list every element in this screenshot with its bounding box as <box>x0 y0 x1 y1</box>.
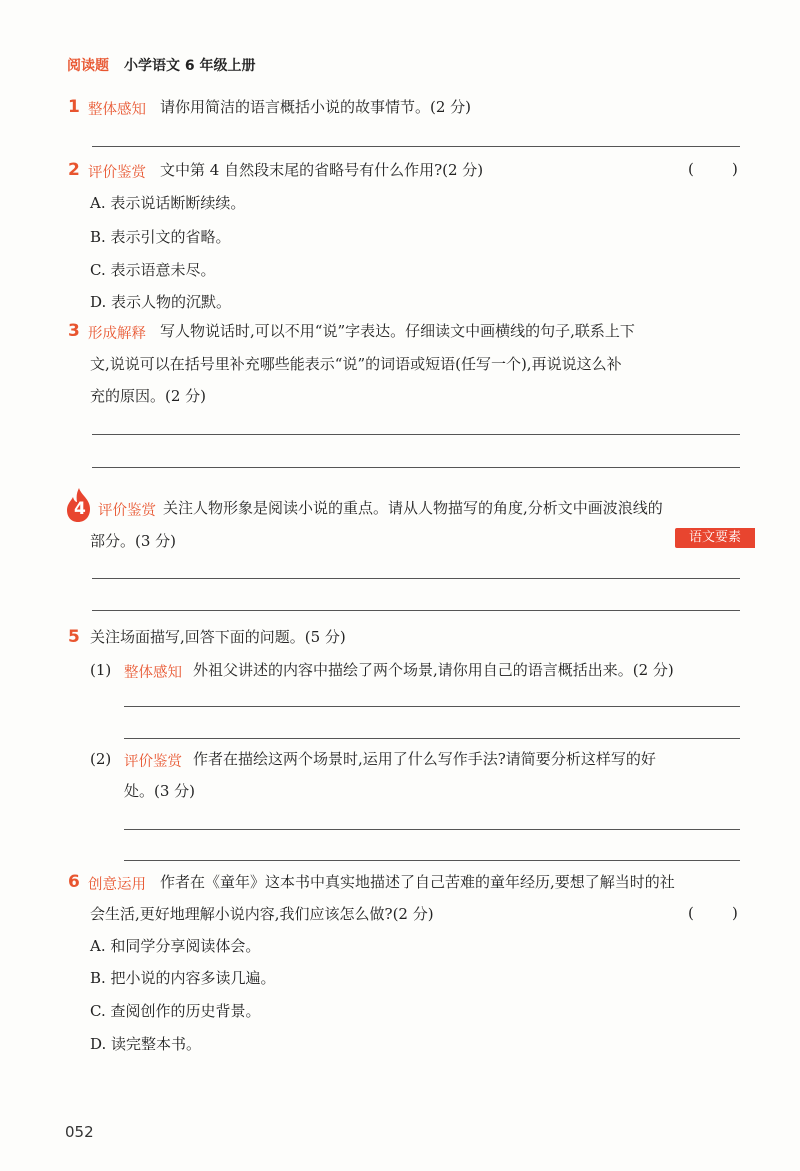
subquestion-1-text: 外祖父讲述的内容中描绘了两个场景,请你用自己的语言概括出来。(2 分) <box>193 661 674 679</box>
question-1-text: 请你用简洁的语言概括小说的故事情节。(2 分) <box>160 98 472 116</box>
answer-line[interactable] <box>124 829 740 830</box>
answer-line[interactable] <box>92 434 740 435</box>
question-4-number: 4 <box>74 499 86 519</box>
subquestion-2-text-line1: 作者在描绘这两个场景时,运用了什么写作手法?请简要分析这样写的好 <box>193 750 656 768</box>
option-d[interactable]: D. 读完整本书。 <box>90 1035 202 1053</box>
question-1-tag: 整体感知 <box>88 102 146 118</box>
option-d[interactable]: D. 表示人物的沉默。 <box>90 293 232 311</box>
page-number: 052 <box>65 1123 94 1141</box>
answer-line[interactable] <box>124 738 740 739</box>
subquestion-2-tag: 评价鉴赏 <box>124 754 182 770</box>
subquestion-2-number: (2) <box>90 750 112 768</box>
answer-line[interactable] <box>92 467 740 468</box>
answer-bracket[interactable]: ( ) <box>688 160 738 178</box>
question-6-number: 6 <box>68 872 80 892</box>
question-4-text-line1: 关注人物形象是阅读小说的重点。请从人物描写的角度,分析文中画波浪线的 <box>163 499 663 517</box>
option-a[interactable]: A. 表示说话断断续续。 <box>90 194 246 212</box>
question-6-tag: 创意运用 <box>88 877 146 893</box>
answer-line[interactable] <box>92 146 740 147</box>
question-4-tag: 评价鉴赏 <box>98 503 156 519</box>
section-tag: 阅读题 <box>67 58 109 74</box>
option-b[interactable]: B. 表示引文的省略。 <box>90 228 231 246</box>
answer-line[interactable] <box>124 706 740 707</box>
question-5-number: 5 <box>68 627 80 647</box>
question-2-tag: 评价鉴赏 <box>88 165 146 181</box>
question-4-text-line2: 部分。(3 分) <box>90 532 177 550</box>
option-c[interactable]: C. 表示语意未尽。 <box>90 261 216 279</box>
question-3-number: 3 <box>68 321 80 341</box>
page-header-title: 小学语文 6 年级上册 <box>124 58 256 74</box>
question-2-text: 文中第 4 自然段末尾的省略号有什么作用?(2 分) <box>160 161 484 179</box>
question-2-number: 2 <box>68 160 80 180</box>
option-c[interactable]: C. 查阅创作的历史背景。 <box>90 1002 261 1020</box>
option-b[interactable]: B. 把小说的内容多读几遍。 <box>90 969 276 987</box>
subquestion-1-tag: 整体感知 <box>124 665 182 681</box>
answer-line[interactable] <box>92 578 740 579</box>
answer-line[interactable] <box>92 610 740 611</box>
answer-bracket[interactable]: ( ) <box>688 904 738 922</box>
language-element-badge: 语文要素 <box>675 528 755 548</box>
option-a[interactable]: A. 和同学分享阅读体会。 <box>90 937 261 955</box>
subquestion-2-text-line2: 处。(3 分) <box>124 782 196 800</box>
subquestion-1-number: (1) <box>90 661 112 679</box>
answer-line[interactable] <box>124 860 740 861</box>
question-1-number: 1 <box>68 97 80 117</box>
question-3-text-line2: 文,说说可以在括号里补充哪些能表示“说”的词语或短语(任写一个),再说说这么补 <box>90 355 622 373</box>
question-6-text-line1: 作者在《童年》这本书中真实地描述了自己苦难的童年经历,要想了解当时的社 <box>160 873 675 891</box>
question-6-text-line2: 会生活,更好地理解小说内容,我们应该怎么做?(2 分) <box>90 905 434 923</box>
question-3-text-line3: 充的原因。(2 分) <box>90 387 207 405</box>
question-3-tag: 形成解释 <box>88 326 146 342</box>
question-5-text: 关注场面描写,回答下面的问题。(5 分) <box>90 628 346 646</box>
question-3-text-line1: 写人物说话时,可以不用“说”字表达。仔细读文中画横线的句子,联系上下 <box>160 322 635 340</box>
